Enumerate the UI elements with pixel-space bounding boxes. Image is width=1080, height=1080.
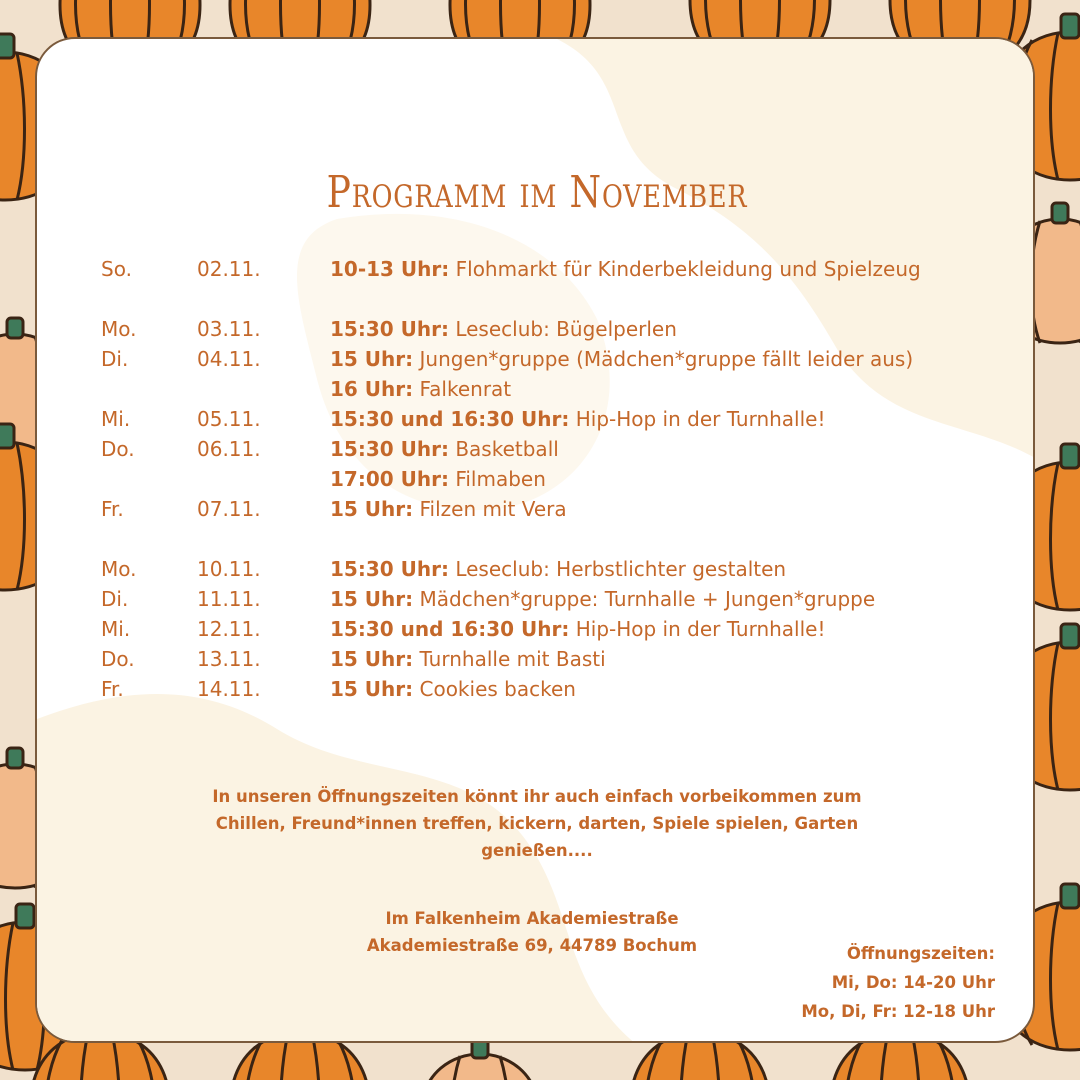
schedule-day: Mo. (101, 557, 137, 581)
schedule-time: 16 Uhr: (330, 377, 414, 401)
schedule-day: Mo. (101, 317, 137, 341)
schedule-event (330, 644, 606, 674)
schedule-row (101, 464, 1001, 494)
schedule-event (330, 404, 826, 434)
schedule-time: 15:30 Uhr: (330, 557, 449, 581)
schedule-text: Filzen mit Vera (413, 497, 567, 521)
schedule-date: 13.11. (197, 647, 261, 671)
page-title: Programm im November (326, 167, 748, 218)
schedule-row (101, 314, 1001, 344)
schedule-time: 10-13 Uhr: (330, 257, 450, 281)
schedule-date: 07.11. (197, 497, 261, 521)
schedule-text: Basketball (448, 437, 559, 461)
address-street: Akademiestraße 69, 44789 Bochum (366, 936, 698, 955)
schedule-event (330, 254, 921, 284)
schedule-row (101, 434, 1001, 464)
schedule-day: Di. (101, 587, 129, 611)
schedule-text: Hip-Hop in der Turnhalle! (569, 617, 826, 641)
schedule-date: 12.11. (197, 617, 261, 641)
schedule-event (330, 464, 546, 494)
opening-hours (665, 939, 995, 1026)
note-line: Chillen, Freund*innen treffen, kickern, darten, Spiele spielen, Garten (215, 814, 859, 833)
schedule-time: 15 Uhr: (330, 677, 414, 701)
schedule-event (330, 374, 511, 404)
schedule-date: 14.11. (197, 677, 261, 701)
schedule-row (101, 374, 1001, 404)
schedule-row (101, 674, 1001, 704)
schedule-row (101, 404, 1001, 434)
schedule-row (101, 644, 1001, 674)
schedule-time: 15 Uhr: (330, 497, 414, 521)
schedule-time: 15 Uhr: (330, 647, 414, 671)
program-card (35, 37, 1035, 1043)
note-line: genießen.... (481, 841, 593, 860)
schedule-text: Turnhalle mit Basti (413, 647, 606, 671)
schedule-day: Fr. (101, 677, 124, 701)
schedule-event (330, 314, 677, 344)
opening-hours-line: Mo, Di, Fr: 12-18 Uhr (801, 1002, 995, 1021)
schedule-time: 15:30 Uhr: (330, 317, 449, 341)
opening-hours-line: Mi, Do: 14-20 Uhr (831, 973, 995, 992)
opening-hours-note (187, 783, 887, 864)
schedule-date: 11.11. (197, 587, 261, 611)
schedule-day: Mi. (101, 407, 131, 431)
address-name: Im Falkenheim Akademiestraße (385, 909, 679, 928)
schedule-time: 15 Uhr: (330, 587, 414, 611)
opening-hours-heading: Öffnungszeiten: (846, 944, 995, 963)
schedule-row (101, 344, 1001, 374)
schedule-time: 17:00 Uhr: (330, 467, 449, 491)
schedule-event (330, 344, 913, 374)
schedule-row (101, 614, 1001, 644)
schedule-text: Hip-Hop in der Turnhalle! (569, 407, 826, 431)
schedule-event (330, 584, 875, 614)
schedule-date: 05.11. (197, 407, 261, 431)
schedule-row (101, 494, 1001, 524)
schedule-day: Do. (101, 647, 135, 671)
schedule-text: Leseclub: Herbstlichter gestalten (448, 557, 787, 581)
schedule-event (330, 674, 576, 704)
schedule-text: Jungen*gruppe (Mädchen*gruppe fällt leider aus) (413, 347, 914, 371)
schedule-date: 03.11. (197, 317, 261, 341)
schedule-day: Do. (101, 437, 135, 461)
schedule-time: 15:30 und 16:30 Uhr: (330, 407, 570, 431)
schedule-date: 10.11. (197, 557, 261, 581)
schedule-day: Di. (101, 347, 129, 371)
schedule-row (101, 554, 1001, 584)
schedule-day: So. (101, 257, 132, 281)
schedule-list (101, 254, 1001, 704)
schedule-text: Mädchen*gruppe: Turnhalle + Jungen*gruppe (413, 587, 876, 611)
schedule-event (330, 554, 786, 584)
schedule-text: Leseclub: Bügelperlen (448, 317, 677, 341)
schedule-event (330, 434, 559, 464)
schedule-text: Filmaben (448, 467, 546, 491)
schedule-event (330, 494, 567, 524)
schedule-row (101, 254, 1001, 284)
schedule-event (330, 614, 826, 644)
schedule-date: 06.11. (197, 437, 261, 461)
schedule-date: 02.11. (197, 257, 261, 281)
schedule-day: Mi. (101, 617, 131, 641)
schedule-time: 15 Uhr: (330, 347, 414, 371)
schedule-time: 15:30 und 16:30 Uhr: (330, 617, 570, 641)
schedule-text: Falkenrat (413, 377, 512, 401)
schedule-day: Fr. (101, 497, 124, 521)
schedule-text: Flohmarkt für Kinderbekleidung und Spielzeug (449, 257, 921, 281)
schedule-date: 04.11. (197, 347, 261, 371)
schedule-time: 15:30 Uhr: (330, 437, 449, 461)
schedule-text: Cookies backen (413, 677, 576, 701)
note-line: In unseren Öffnungszeiten könnt ihr auch einfach vorbeikommen zum (212, 787, 862, 806)
schedule-row (101, 584, 1001, 614)
